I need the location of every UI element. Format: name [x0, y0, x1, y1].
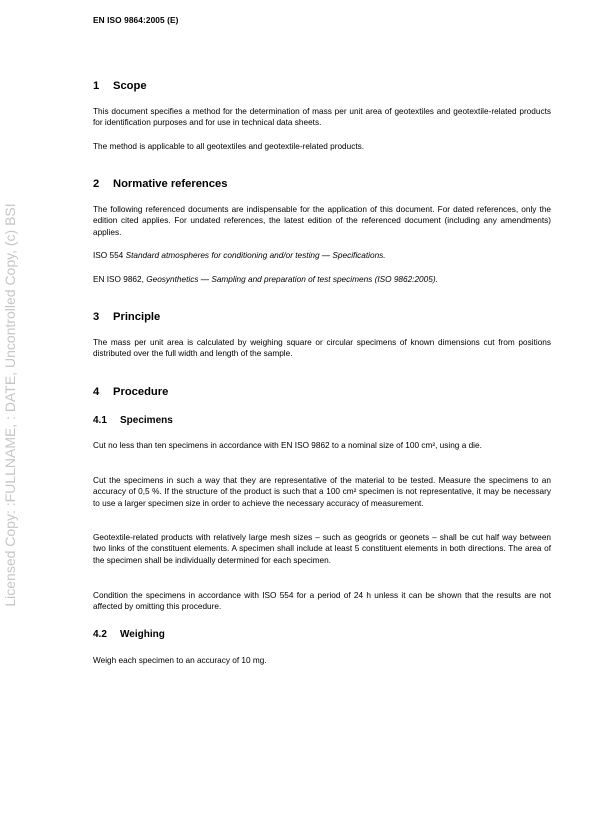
- section-heading-normative-references: [93, 178, 227, 190]
- subsection-heading-specimens: [93, 415, 173, 426]
- reference-title: Geosynthetics — Sampling and preparation of test specimens (ISO 9862:2005).: [146, 275, 438, 284]
- section-heading-scope: [93, 80, 147, 92]
- reference-item: [93, 274, 551, 285]
- document-header: EN ISO 9864:2005 (E): [93, 15, 179, 25]
- section-number: 1: [93, 80, 100, 92]
- license-watermark: Licensed Copy: :FULLNAME, : DATE, Uncontrolled Copy, (c) BSI: [2, 203, 18, 607]
- paragraph: Geotextile-related products with relatively large mesh sizes – such as geogrids or geonets – shall be cut half way between two links of the constituent elements. A specimen shall include at least 5 constituent elements in both directions. The area of the specimen shall be individually determined for each specimen.: [93, 533, 551, 565]
- reference-code: EN ISO 9862,: [93, 275, 144, 284]
- section-heading-principle: [93, 311, 160, 323]
- section-number: 3: [93, 311, 100, 323]
- reference-title: Standard atmospheres for conditioning and/or testing — Specifications.: [125, 251, 386, 260]
- section-heading-procedure: [93, 386, 168, 398]
- paragraph: The mass per unit area is calculated by weighing square or circular specimens of known dimensions cut from positions distributed over the full width and length of the sample.: [93, 338, 551, 359]
- reference-item: [93, 250, 551, 261]
- section-number: 4: [93, 386, 100, 398]
- paragraph: Cut the specimens in such a way that they are representative of the material to be tested. Measure the specimens to an accuracy of 0,5 %. If the structure of the product is such that a 100 cm² specimen is not representative, it may be necessary to use a larger specimen size in order to achieve the necessary accuracy of measurement.: [93, 476, 551, 508]
- subsection-title: Weighing: [120, 629, 165, 640]
- paragraph: Weigh each specimen to an accuracy of 10 mg.: [93, 656, 267, 665]
- subsection-number: 4.2: [93, 629, 107, 640]
- paragraph: The method is applicable to all geotextiles and geotextile-related products.: [93, 142, 365, 151]
- section-title: Scope: [113, 80, 147, 92]
- subsection-title: Specimens: [120, 415, 173, 426]
- section-title: Procedure: [113, 386, 169, 398]
- reference-code: ISO 554: [93, 251, 124, 260]
- section-title: Normative references: [113, 178, 228, 190]
- paragraph: The following referenced documents are indispensable for the application of this document. For dated references, only the edition cited applies. For undated references, the latest edition of the referenced document (including any amendments) applies.: [93, 205, 551, 237]
- section-title: Principle: [113, 311, 161, 323]
- subsection-heading-weighing: [93, 629, 165, 640]
- subsection-number: 4.1: [93, 415, 107, 426]
- paragraph: Condition the specimens in accordance with ISO 554 for a period of 24 h unless it can be shown that the results are not affected by omitting this procedure.: [93, 591, 551, 612]
- paragraph: Cut no less than ten specimens in accordance with EN ISO 9862 to a nominal size of 100 cm², using a die.: [93, 441, 482, 450]
- section-number: 2: [93, 178, 100, 190]
- paragraph: This document specifies a method for the determination of mass per unit area of geotextiles and geotextile-related products for identification purposes and for use in technical data sheets.: [93, 107, 551, 128]
